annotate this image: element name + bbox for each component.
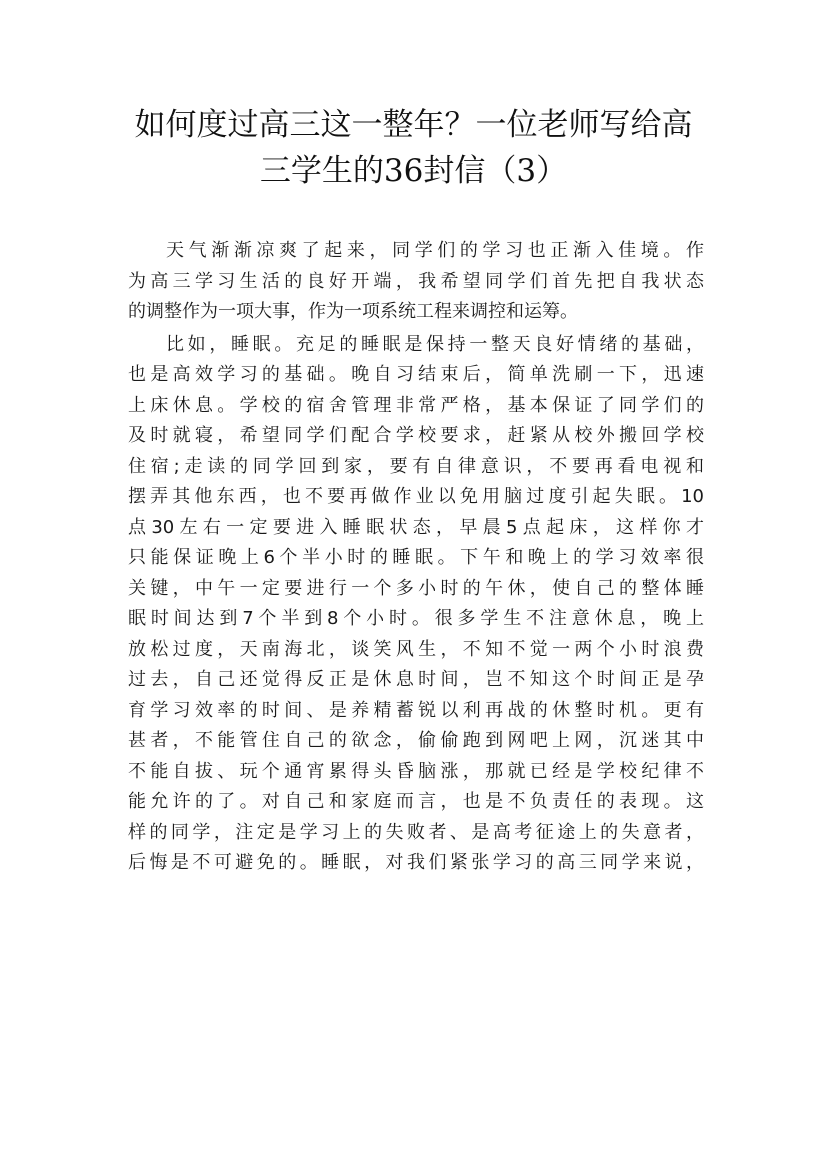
paragraph-line: 眠时间达到7个半到8个小时。很多学生不注意休息，晚上 <box>128 608 704 629</box>
paragraph-line: 不能自拔、玩个通宵累得头昏脑涨，那就已经是学校纪律不 <box>128 760 704 782</box>
paragraph-line: 能允许的了。对自己和家庭而言，也是不负责任的表现。这 <box>128 791 704 812</box>
document-title <box>100 102 727 194</box>
paragraph-line: 比如，睡眠。充足的睡眠是保持一整天良好情绪的基础， <box>166 333 704 355</box>
paragraph-line: 上床休息。学校的宿舍管理非常严格，基本保证了同学们的 <box>128 394 704 416</box>
title-line-2: 三学生的36封信（3） <box>259 153 568 189</box>
paragraph-line: 育学习效率的时间、是养精蓄锐以利再战的休整时机。更有 <box>128 699 704 721</box>
paragraph-line: 只能保证晚上6个半小时的睡眠。下午和晚上的学习效率很 <box>128 547 704 568</box>
paragraph-line: 为高三学习生活的良好开端，我希望同学们首先把自我状态 <box>128 270 704 292</box>
paragraph-line: 放松过度，天南海北，谈笑风生，不知不觉一两个小时浪费 <box>128 638 704 660</box>
paragraph-line: 也是高效学习的基础。晚自习结束后，简单洗刷一下，迅速 <box>128 364 704 385</box>
paragraph-2 <box>128 330 704 879</box>
paragraph-line: 关键，中午一定要进行一个多小时的午休，使自己的整体睡 <box>128 577 704 599</box>
title-line-1: 如何度过高三这一整年？一位老师写给高 <box>134 107 693 143</box>
paragraph-line: 摆弄其他东西，也不要再做作业以免用脑过度引起失眠。10 <box>128 486 704 507</box>
paragraph-line: 后悔是不可避免的。睡眠，对我们紧张学习的高三同学来说， <box>128 852 704 873</box>
paragraph-line: 天气渐渐凉爽了起来，同学们的学习也正渐入佳境。作 <box>166 240 704 261</box>
paragraph-line: 点30左右一定要进入睡眠状态，早晨5点起床，这样你才 <box>128 516 704 538</box>
paragraph-line: 住宿;走读的同学回到家，要有自律意识，不要再看电视和 <box>128 455 704 477</box>
paragraph-1 <box>128 236 704 328</box>
paragraph-line: 的调整作为一项大事，作为一项系统工程来调控和运筹。 <box>128 301 578 322</box>
paragraph-line: 样的同学，注定是学习上的失败者、是高考征途上的失意者， <box>128 821 704 843</box>
paragraph-line: 甚者，不能管住自己的欲念，偷偷跑到网吧上网，沉迷其中 <box>128 730 704 751</box>
paragraph-line: 及时就寝，希望同学们配合学校要求，赶紧从校外搬回学校 <box>128 425 704 446</box>
paragraph-line: 过去，自己还觉得反正是休息时间，岂不知这个时间正是孕 <box>128 669 704 690</box>
document-body <box>128 236 704 879</box>
